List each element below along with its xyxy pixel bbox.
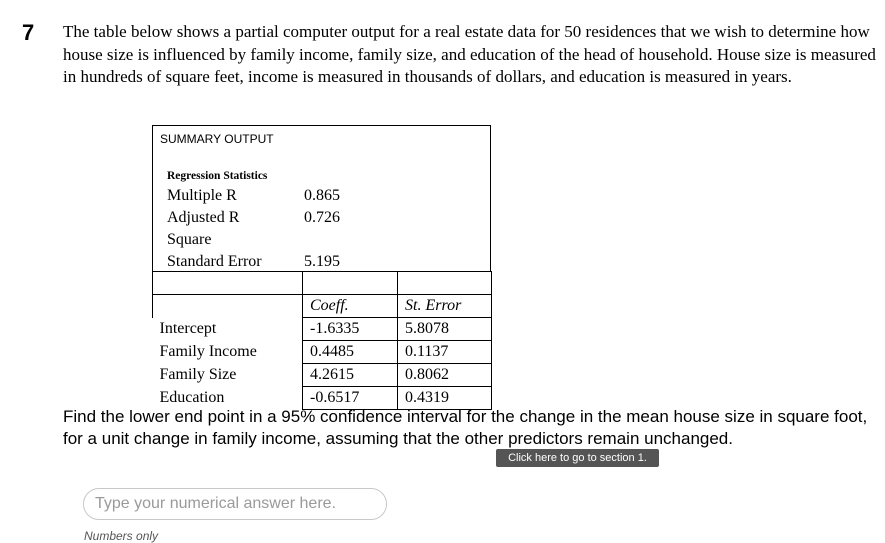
table-row	[153, 318, 492, 341]
stat-value-adjusted-r: 0.726	[304, 209, 340, 226]
go-to-section-button[interactable]: Click here to go to section 1.	[496, 449, 659, 467]
row-se: 0.4319	[398, 387, 492, 410]
table-header-row	[153, 295, 492, 318]
row-label: Family Size	[159, 366, 237, 383]
header-coeff: Coeff.	[303, 295, 398, 318]
coefficients-table	[152, 271, 492, 410]
table-row	[153, 272, 492, 295]
row-coeff: -0.6517	[303, 387, 398, 410]
row-coeff: -1.6335	[303, 318, 398, 341]
row-se: 0.1137	[398, 341, 492, 364]
stat-label-multiple-r: Multiple R	[167, 187, 237, 204]
stat-label-adjusted-r: Adjusted R	[167, 209, 240, 226]
row-coeff: 0.4485	[303, 341, 398, 364]
row-se: 0.8062	[398, 364, 492, 387]
row-label: Family Income	[159, 343, 257, 360]
question-prompt: Find the lower end point in a 95% confidence interval for the change in the mean house size in square foot, for a unit change in family income, assuming that the other predictors remain unchanged.	[63, 407, 868, 448]
table-row	[153, 364, 492, 387]
question-text: The table below shows a partial computer output for a real estate data for 50 residences that we wish to determine how house size is influenced by family income, family size, and education of the head of household. House size is measured in hundreds of square feet, income is measured in thousands of dollars, and education is measured in years.	[63, 22, 876, 86]
numerical-answer-input[interactable]	[83, 488, 387, 520]
header-blank	[153, 295, 303, 318]
stat-label-square: Square	[167, 231, 212, 248]
row-label: Intercept	[159, 320, 217, 337]
summary-title: SUMMARY OUTPUT	[160, 132, 274, 146]
row-se: 5.8078	[398, 318, 492, 341]
stat-value-multiple-r: 0.865	[304, 187, 340, 204]
numbers-only-hint: Numbers only	[84, 529, 159, 543]
header-st-error: St. Error	[398, 295, 492, 318]
stat-value-standard-error: 5.195	[304, 253, 340, 270]
row-coeff: 4.2615	[303, 364, 398, 387]
row-label: Education	[159, 389, 225, 406]
stat-label-standard-error: Standard Error	[167, 253, 262, 270]
table-row	[153, 341, 492, 364]
question-number: 7	[22, 20, 35, 45]
summary-output-box	[152, 125, 491, 272]
regression-stats-title: Regression Statistics	[167, 170, 268, 182]
